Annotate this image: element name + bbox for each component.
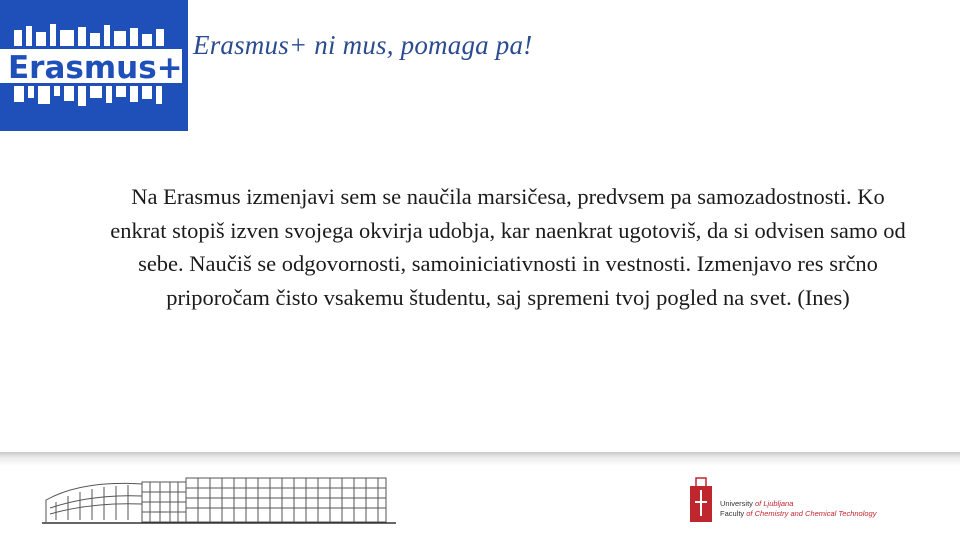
testimonial-quote: Na Erasmus izmenjavi sem se naučila marsičesa, predvsem pa samozadostnosti. Ko enkrat stopiš izven svojega okvirja udobja, kar naenkrat ugotoviš, da si odvisen samo od sebe. Naučiš se odgovornosti, samoiniciativnosti in vestnosti. Izmenjavo res srčno priporočam čisto vsakemu študentu, saj spremeni tvoj pogled na svet. (Ines) xyxy=(110,184,906,310)
university-name xyxy=(720,499,793,508)
footer-divider xyxy=(0,452,960,466)
faculty-name xyxy=(720,509,876,518)
slogan: Erasmus+ ni mus, pomaga pa! xyxy=(193,30,533,60)
erasmus-logo-graphic xyxy=(0,0,188,131)
faculty-building-drawing xyxy=(42,470,398,528)
university-crest-icon xyxy=(688,476,714,524)
faculty-name-em: of Chemistry and Chemical Technology xyxy=(746,509,877,518)
faculty-name-prefix: Faculty xyxy=(720,509,747,518)
erasmus-logo-text: Erasmus+ xyxy=(8,50,183,86)
university-name-prefix: University xyxy=(720,499,756,508)
university-name-em: of Ljubljana xyxy=(755,499,794,508)
erasmus-logo xyxy=(0,0,188,131)
university-logo xyxy=(688,476,918,524)
